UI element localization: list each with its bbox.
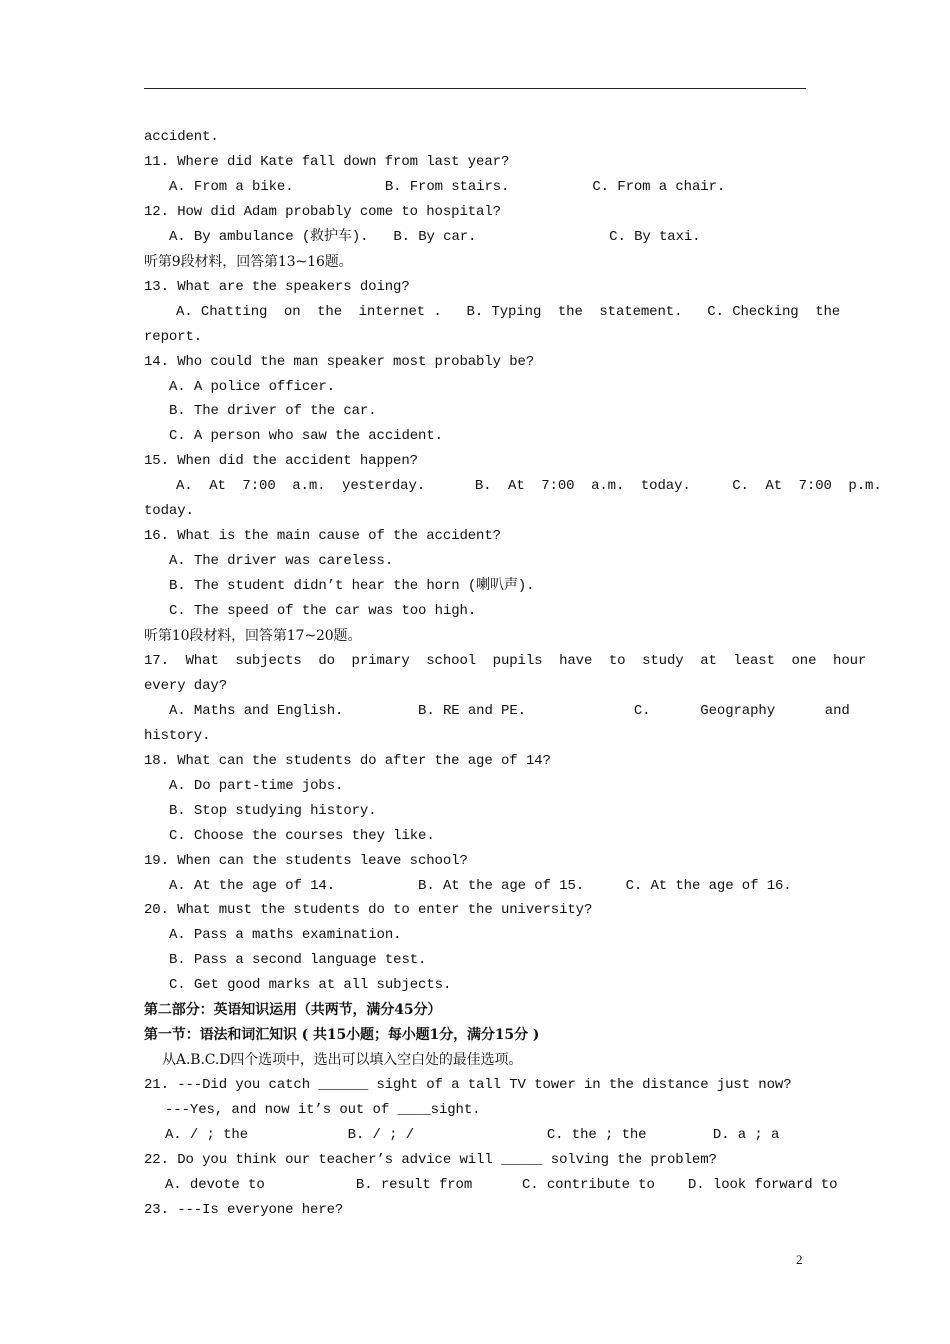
text-line: A. Do part-time jobs. — [169, 777, 344, 794]
text-line: 18. What can the students do after the age of 14? — [144, 752, 551, 769]
text-line: A. By ambulance (救护车). B. By car. C. By taxi. — [169, 228, 701, 245]
text-line: 第二部分：英语知识运用（共两节，满分45分） — [144, 1002, 442, 1019]
text-line: A. devote to B. result from C. contribute to D. look forward to — [165, 1176, 838, 1193]
text-line: 12. How did Adam probably come to hospital? — [144, 203, 501, 220]
text-line: 20. What must the students do to enter the university? — [144, 902, 593, 919]
text-line: 13. What are the speakers doing? — [144, 278, 410, 295]
text-line: A. Pass a maths examination. — [169, 927, 402, 944]
text-line: 23. ---Is everyone here? — [144, 1201, 344, 1218]
text-line: 11. Where did Kate fall down from last year? — [144, 153, 510, 170]
text-line: 17. What subjects do primary school pupils have to study at least one hour — [144, 652, 867, 669]
text-line: A. From a bike. B. From stairs. C. From a chair. — [169, 178, 726, 195]
text-line: B. The driver of the car. — [169, 403, 377, 420]
text-line: B. Stop studying history. — [169, 802, 377, 819]
text-line: report. — [144, 328, 203, 345]
text-line: today. — [144, 503, 194, 520]
text-line: 听第9段材料，回答第13~16题。 — [144, 253, 353, 270]
text-line: A. / ; the B. / ; / C. the ; the D. a ; a — [165, 1127, 780, 1143]
text-line: B. Pass a second language test. — [169, 952, 427, 969]
text-line: 从A.B.C.D四个选项中，选出可以填入空白处的最佳选项。 — [162, 1052, 523, 1069]
page-number: 2 — [796, 1252, 803, 1267]
text-line: 15. When did the accident happen? — [144, 453, 418, 470]
header-rule — [144, 88, 806, 89]
text-line: A. The driver was careless. — [169, 553, 394, 570]
text-line: C. A person who saw the accident. — [169, 428, 443, 445]
text-line: 19. When can the students leave school? — [144, 852, 468, 869]
text-line: A. Chatting on the internet . B. Typing the statement. C. Checking the — [176, 303, 841, 320]
text-line: C. The speed of the car was too high. — [169, 603, 477, 620]
text-line: 听第10段材料，回答第17~20题。 — [144, 628, 362, 644]
text-line: A. A police officer. — [169, 378, 336, 395]
text-line: 第一节：语法和词汇知识 ( 共15小题；每小题1分，满分15分 ) — [144, 1027, 540, 1044]
text-line: 21. ---Did you catch ______ sight of a tall TV tower in the distance just now? — [144, 1077, 792, 1094]
text-line: C. Choose the courses they like. — [169, 827, 435, 844]
text-line: ---Yes, and now it’s out of ____sight. — [165, 1102, 481, 1119]
text-line: accident. — [144, 129, 219, 145]
text-line: 16. What is the main cause of the accident? — [144, 528, 501, 545]
text-line: history. — [144, 727, 211, 744]
text-line: B. The student didn’t hear the horn (喇叭声). — [169, 578, 535, 595]
text-line: A. At 7:00 a.m. yesterday. B. At 7:00 a.m. today. C. At 7:00 p.m. — [176, 478, 882, 495]
text-line: every day? — [144, 677, 228, 694]
text-line: 14. Who could the man speaker most probably be? — [144, 353, 535, 370]
text-line: 22. Do you think our teacher’s advice will _____ solving the problem? — [144, 1151, 717, 1168]
text-line: A. At the age of 14. B. At the age of 15. C. At the age of 16. — [169, 877, 792, 894]
text-line: C. Get good marks at all subjects. — [169, 977, 452, 994]
text-line: A. Maths and English. B. RE and PE. C. Geography and — [169, 702, 850, 719]
